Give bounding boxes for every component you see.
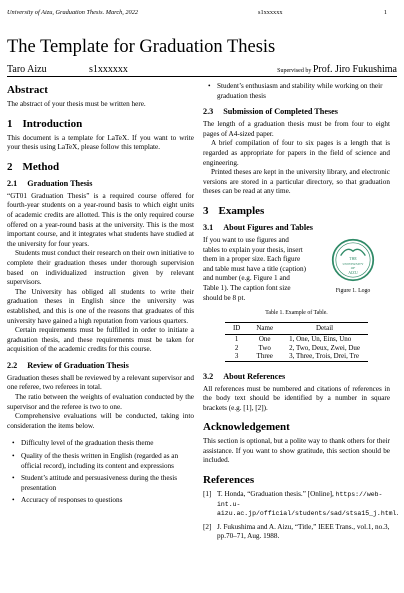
reference-text: T. Honda, “Graduation thesis.” [Online],	[217, 490, 336, 499]
section-heading	[7, 161, 194, 173]
left-column	[7, 82, 194, 509]
logo-text-line: AIZU	[348, 270, 358, 276]
evaluation-items-list-continued	[203, 82, 390, 101]
body-paragraph: All references must be numbered and citations of references in the body text should be identified by a number in square brackets (e.g. [1], [2]).	[203, 384, 390, 412]
list-item: • Student’s enthusiasm and stability while working on their graduation thesis	[217, 82, 390, 101]
figure-block	[203, 236, 390, 303]
subsection-heading	[203, 372, 390, 382]
latex-logo: LaTeX	[107, 133, 128, 142]
table-cell: 3, Three, Trois, Drei, Tre	[281, 352, 368, 361]
subsection-title: Review of Graduation Thesis	[27, 360, 129, 370]
logo-text-line: UNIVERSITY	[342, 261, 364, 266]
subsection-heading	[203, 107, 390, 117]
table-row	[225, 344, 368, 352]
table-header-cell: Detail	[281, 322, 368, 335]
ack-text: This section is optional, but a polite way to thank others for their assistance. If you want to show gratitude, this section should be included.	[203, 437, 390, 465]
figure-caption: Figure 1. Logo	[335, 287, 371, 294]
table-cell: Three	[248, 352, 281, 361]
table-cell: 2	[234, 343, 239, 352]
table-cell: 1, One, Un, Eins, Uno	[289, 335, 352, 344]
running-header-student-id: s1xxxxxx	[258, 9, 283, 16]
latex-logo: LaTeX	[57, 143, 78, 152]
list-item: • Difficulty level of the graduation thesis theme	[21, 439, 194, 449]
table-cell: Two	[258, 343, 271, 352]
logo-text-line: OF	[350, 266, 356, 271]
body-paragraph: Graduation theses shall be reviewed by a relevant supervisor and one referee, two referees in total.	[7, 373, 194, 392]
body-paragraph: “GT01 Graduation Thesis” is a required course offered for fourth-year students on a year-round basis to which eight units of academic credits are allotted. This is the only required course offered on a year-round basis at the university. This is the most important course, and it integrates what students have studied at the university for four years.	[7, 191, 194, 248]
evaluation-items-list	[7, 439, 194, 506]
body-paragraph: The length of a graduation thesis must be from four to eight pages of A4-sized paper.	[203, 120, 390, 138]
reference-text: J. Fukushima and A. Aizu, “Title,” IEEE Trans., vol.1, no.3, pp.70–71, Aug. 1988.	[217, 522, 390, 541]
table-cell: 2, Two, Deux, Zwei, Due	[289, 343, 361, 352]
reference-url-link[interactable]: https://web-int.u-aizu.ac.jp/official/students/sad/stsa15_j.html	[217, 491, 397, 518]
abstract-heading: Abstract	[7, 84, 48, 96]
reference-number: [1]	[203, 490, 212, 499]
section-heading	[203, 205, 390, 217]
example-table	[225, 322, 368, 362]
section-title: Method	[22, 160, 60, 173]
table-header-row	[225, 322, 368, 335]
table-row	[225, 352, 368, 361]
supervisor	[277, 64, 397, 75]
paper-title: The Template for Graduation Thesis	[7, 37, 276, 57]
subsection-number: 2.3	[203, 107, 214, 117]
section-number: 3	[203, 204, 209, 217]
body-paragraph: The ratio between the weights of evaluation conducted by the supervisor and the referee is two to one.	[7, 393, 194, 411]
right-column	[203, 82, 399, 546]
section-heading	[7, 118, 194, 130]
subsection-title: Submission of Completed Theses	[223, 107, 338, 117]
section-title: Introduction	[22, 117, 83, 130]
section-number: 1	[7, 117, 13, 130]
table-cell: One	[258, 335, 271, 344]
logo-text-line: THE	[349, 255, 357, 261]
ack-heading: Acknowledgement	[203, 421, 290, 434]
university-logo-icon	[331, 238, 375, 282]
author-student-id: s1xxxxxx	[89, 64, 128, 75]
subsection-number: 2.1	[7, 178, 18, 188]
figure-1	[318, 238, 388, 296]
body-paragraph: Certain requirements must be fulfilled in order to initiate a graduation thesis, and these requirements must be taken for acquisition of the academic credits for this course.	[7, 326, 194, 354]
author-name: Taro Aizu	[7, 64, 47, 75]
subsection-number: 3.2	[203, 371, 214, 381]
reference-number: [2]	[203, 522, 212, 531]
subsection-title: Graduation Thesis	[27, 178, 93, 188]
page-number: 1	[383, 9, 387, 16]
table-row	[225, 335, 368, 344]
running-header-left: University of Aizu, Graduation Thesis. March, 2022	[7, 9, 139, 16]
section-title: Examples	[218, 204, 265, 217]
table-header-cell: ID	[225, 322, 248, 335]
list-item: • Student’s attitude and persuasiveness during the thesis presentation	[21, 474, 194, 493]
list-item: • Quality of the thesis written in English (regarded as an official record), including its content and expressions	[21, 452, 194, 471]
subsection-heading	[203, 223, 390, 233]
subsection-heading	[7, 361, 194, 371]
body-paragraph: Comprehensive evaluations will be conducted, taking into consideration the items below.	[7, 412, 194, 430]
references-heading: References	[203, 474, 255, 487]
subsection-heading	[7, 179, 194, 189]
reference-item	[203, 523, 390, 542]
author-line	[7, 60, 397, 77]
body-paragraph: A brief compilation of four to six pages is a length that is regarded as appropriate for papers in the field of science and engineering.	[203, 139, 390, 167]
table-cell: 1	[234, 335, 239, 344]
table-caption: Table 1. Example of Table.	[265, 310, 328, 317]
supervisor-name: Prof. Jiro Fukushima	[312, 64, 397, 75]
subsection-title: About References	[223, 371, 286, 381]
body-paragraph: Printed theses are kept in the university library, and electronic versions are stored in a particular directory, so that graduation theses can be read at any time.	[203, 168, 390, 196]
reference-item: [1] T. Honda, “Graduation thesis.” [Online], https://web-int.u-aizu.ac.jp/official/students/sad/stsa15_j.html.	[203, 490, 399, 518]
intro-paragraph: This document is a template for LaTeX. If you want to write your thesis using LaTeX, please follow this template.	[7, 133, 194, 152]
section-number: 2	[7, 160, 13, 173]
supervised-by-label: Supervised by	[277, 68, 312, 74]
abstract-text: The abstract of your thesis must be written here.	[7, 100, 146, 108]
list-item: • Accuracy of responses to questions	[21, 496, 194, 506]
subsection-number: 3.1	[203, 222, 214, 232]
body-paragraph: Students must conduct their research on their own initiative to complete their graduation theses under thorough supervision based on individualized instruction given by relevant supervisors.	[7, 249, 194, 287]
references-list	[203, 490, 399, 542]
body-paragraph: If you want to use figures and tables to explain your thesis, insert them in a proper size. Each figure and table must have a title (caption) and number (e.g. Figure 1 and Table 1). The caption font size should be 8 pt.	[203, 235, 306, 302]
subsection-number: 2.2	[7, 360, 18, 370]
subsection-title: About Figures and Tables	[223, 222, 313, 232]
table-cell: 3	[225, 352, 248, 361]
body-paragraph: The University has obliged all students to write their graduation theses in English since the university was established, and this is one of the reasons that graduates of this university have gained a high reputation from various quarters.	[7, 287, 194, 325]
table-header-cell: Name	[248, 322, 281, 335]
